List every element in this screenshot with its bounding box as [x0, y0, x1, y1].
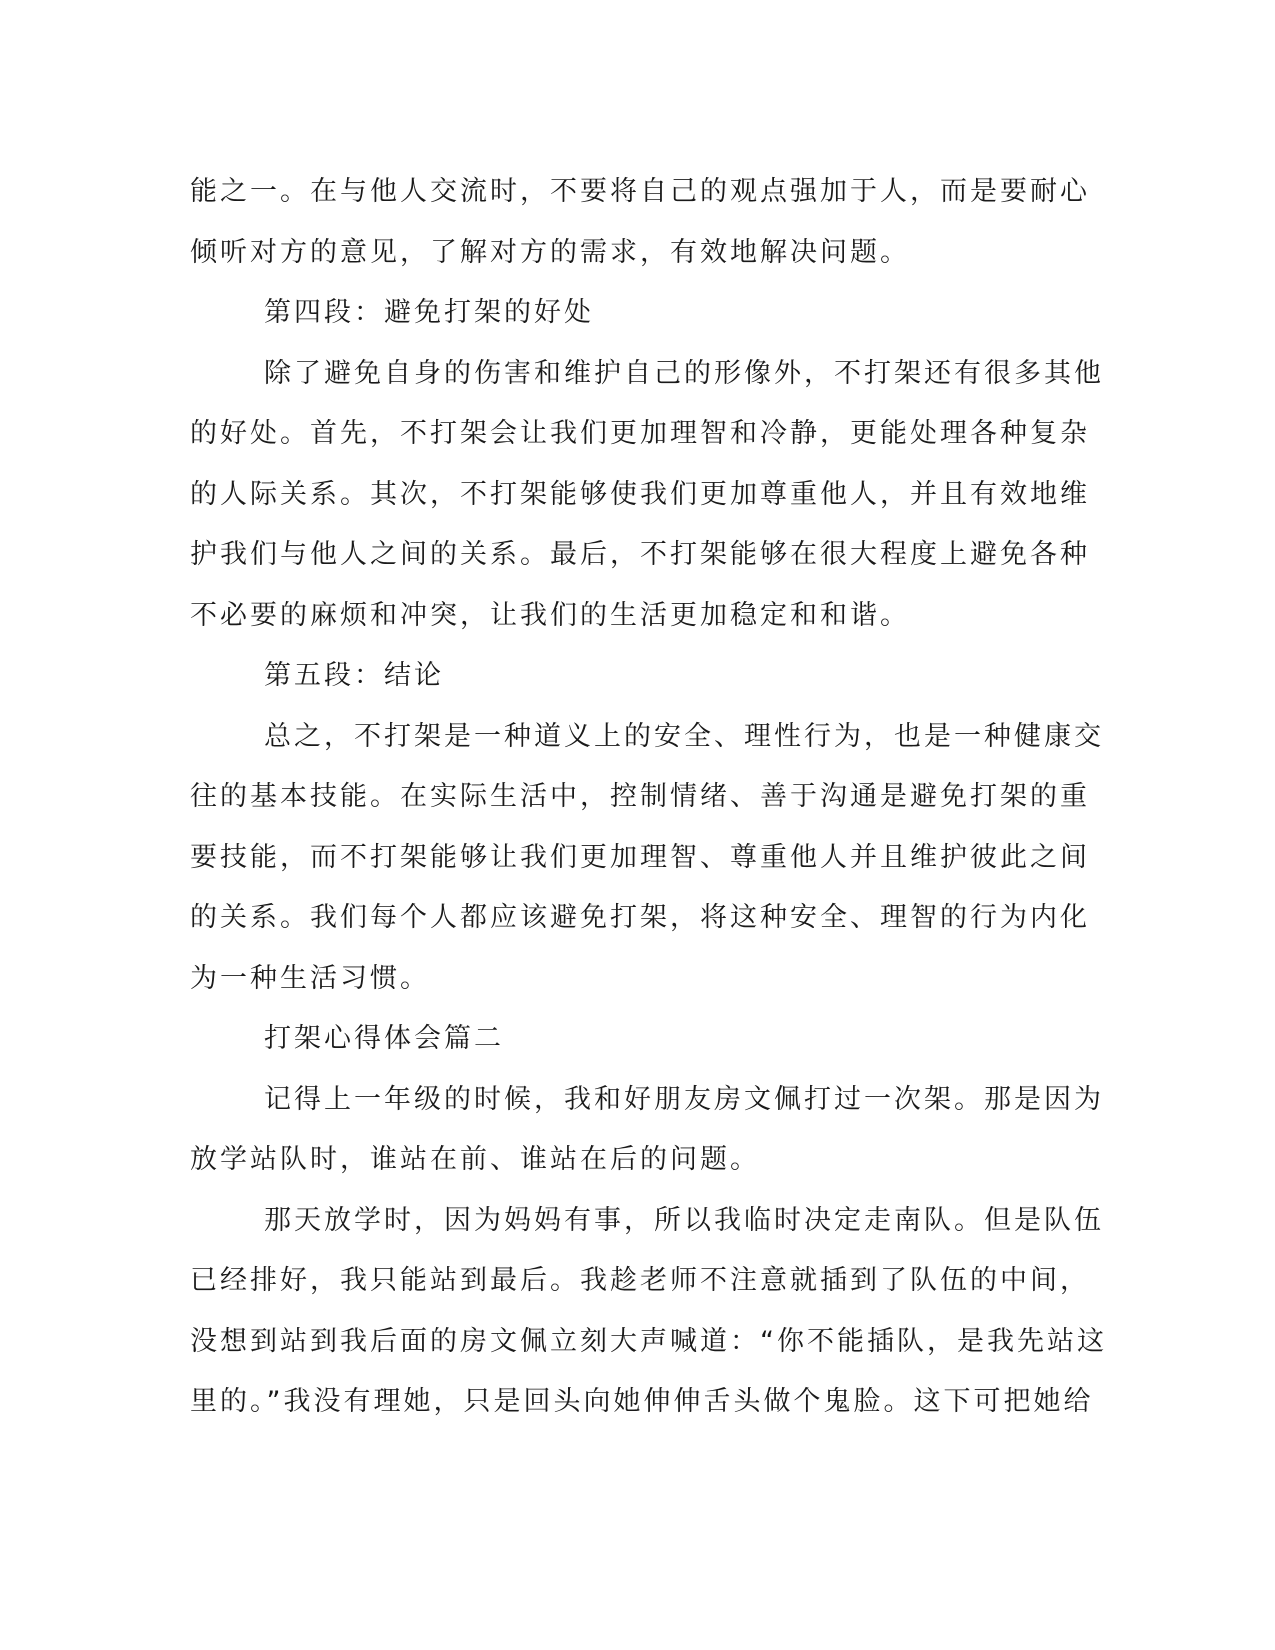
text-line: 没想到站到我后面的房文佩立刻大声喊道：“你不能插队，是我先站这: [190, 1325, 1107, 1357]
document-body: [190, 162, 1107, 1433]
paragraph-conclusion: [190, 707, 1104, 1010]
text-line: 里的。”我没有理她，只是回头向她伸伸舌头做个鬼脸。这下可把她给: [190, 1386, 1094, 1417]
continuation-paragraph: [190, 162, 1090, 283]
text-line: 的好处。首先，不打架会让我们更加理智和冷静，更能处理各种复杂: [190, 418, 1090, 449]
text-line: 倾听对方的意见，了解对方的需求，有效地解决问题。: [190, 236, 910, 268]
text-line: 那天放学时，因为妈妈有事，所以我临时决定走南队。但是队伍: [264, 1204, 1104, 1236]
text-line: 放学站队时，谁站在前、谁站在后的问题。: [190, 1144, 760, 1175]
text-line: 要技能，而不打架能够让我们更加理智、尊重他人并且维护彼此之间: [190, 841, 1090, 873]
heading-text: 打架心得体会篇二: [264, 1023, 504, 1054]
heading-text: 第四段：避免打架的好处: [264, 297, 594, 328]
heading-text: 第五段：结论: [264, 660, 444, 691]
paragraph-story: [190, 1191, 1107, 1433]
text-line: 总之，不打架是一种道义上的安全、理性行为，也是一种健康交: [264, 720, 1104, 752]
section-heading-4: [190, 283, 1070, 344]
text-line: 护我们与他人之间的关系。最后，不打架能够在很大程度上避免各种: [190, 539, 1090, 570]
section-heading-5: [190, 646, 1070, 707]
paragraph-memory: [190, 1070, 1104, 1191]
text-line: 为一种生活习惯。: [190, 962, 430, 994]
text-line: 的人际关系。其次，不打架能够使我们更加尊重他人，并且有效地维: [190, 478, 1090, 510]
text-line: 不必要的麻烦和冲突，让我们的生活更加稳定和和谐。: [190, 599, 910, 631]
section-heading-part2: [190, 1009, 1070, 1070]
text-line: 已经排好，我只能站到最后。我趁老师不注意就插到了队伍的中间，: [190, 1265, 1090, 1296]
text-line: 的关系。我们每个人都应该避免打架，将这种安全、理智的行为内化: [190, 902, 1090, 933]
text-line: 除了避免自身的伤害和维护自己的形像外，不打架还有很多其他: [264, 357, 1104, 389]
text-line: 能之一。在与他人交流时，不要将自己的观点强加于人，而是要耐心: [190, 176, 1090, 207]
text-line: 往的基本技能。在实际生活中，控制情绪、善于沟通是避免打架的重: [190, 781, 1090, 812]
text-line: 记得上一年级的时候，我和好朋友房文佩打过一次架。那是因为: [264, 1083, 1104, 1115]
paragraph-benefits: [190, 344, 1104, 647]
